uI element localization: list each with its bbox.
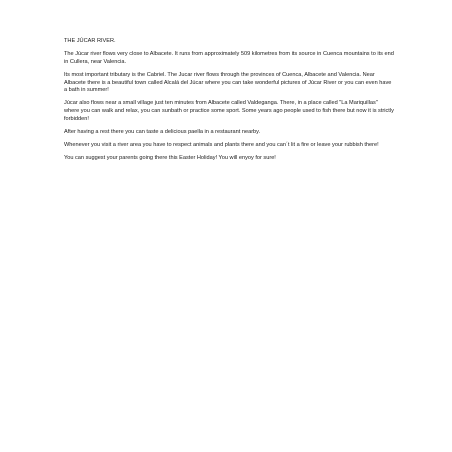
- paragraph-valdeganga: Júcar also flows near a small village just ten minutes from Albacete called Valdeganga. There, in a place called "La Mariquillas" where you can walk and relax, you can sunbath or practice some sport. Some years ago people used to fish there but now it is strictly forbidden!: [64, 100, 394, 122]
- paragraph-tributary: Its most important tributary is the Cabriel. The Jucar river flows through the provinces of Cuenca, Albacete and Valencia. Near Albacete there is a beautiful town called Alcalá del Júcar where you can take wonderful pictures of Júcar River or you can even have a bath in summer!: [64, 71, 392, 94]
- paragraph-paella: After having a rest there you can taste a delicious paella in a restaurant nearby.: [64, 128, 261, 135]
- paragraph-respect: Whenever you visit a river area you have to respect animals and plants there and you can´t lit a fire or leave your rubbish there!: [64, 141, 379, 148]
- document-body: [64, 38, 394, 168]
- document-title: THE JÚCAR RIVER.: [64, 38, 116, 44]
- paragraph-suggestion: You can suggest your parents going there this Easter Holiday! You will enyoy for sure!: [64, 155, 276, 162]
- paragraph-intro: The Júcar river flows very close to Albacete. It runs from approximately 509 kilometres from its source in Cuenca mountains to its end in Cullera, near Valencia.: [64, 51, 394, 65]
